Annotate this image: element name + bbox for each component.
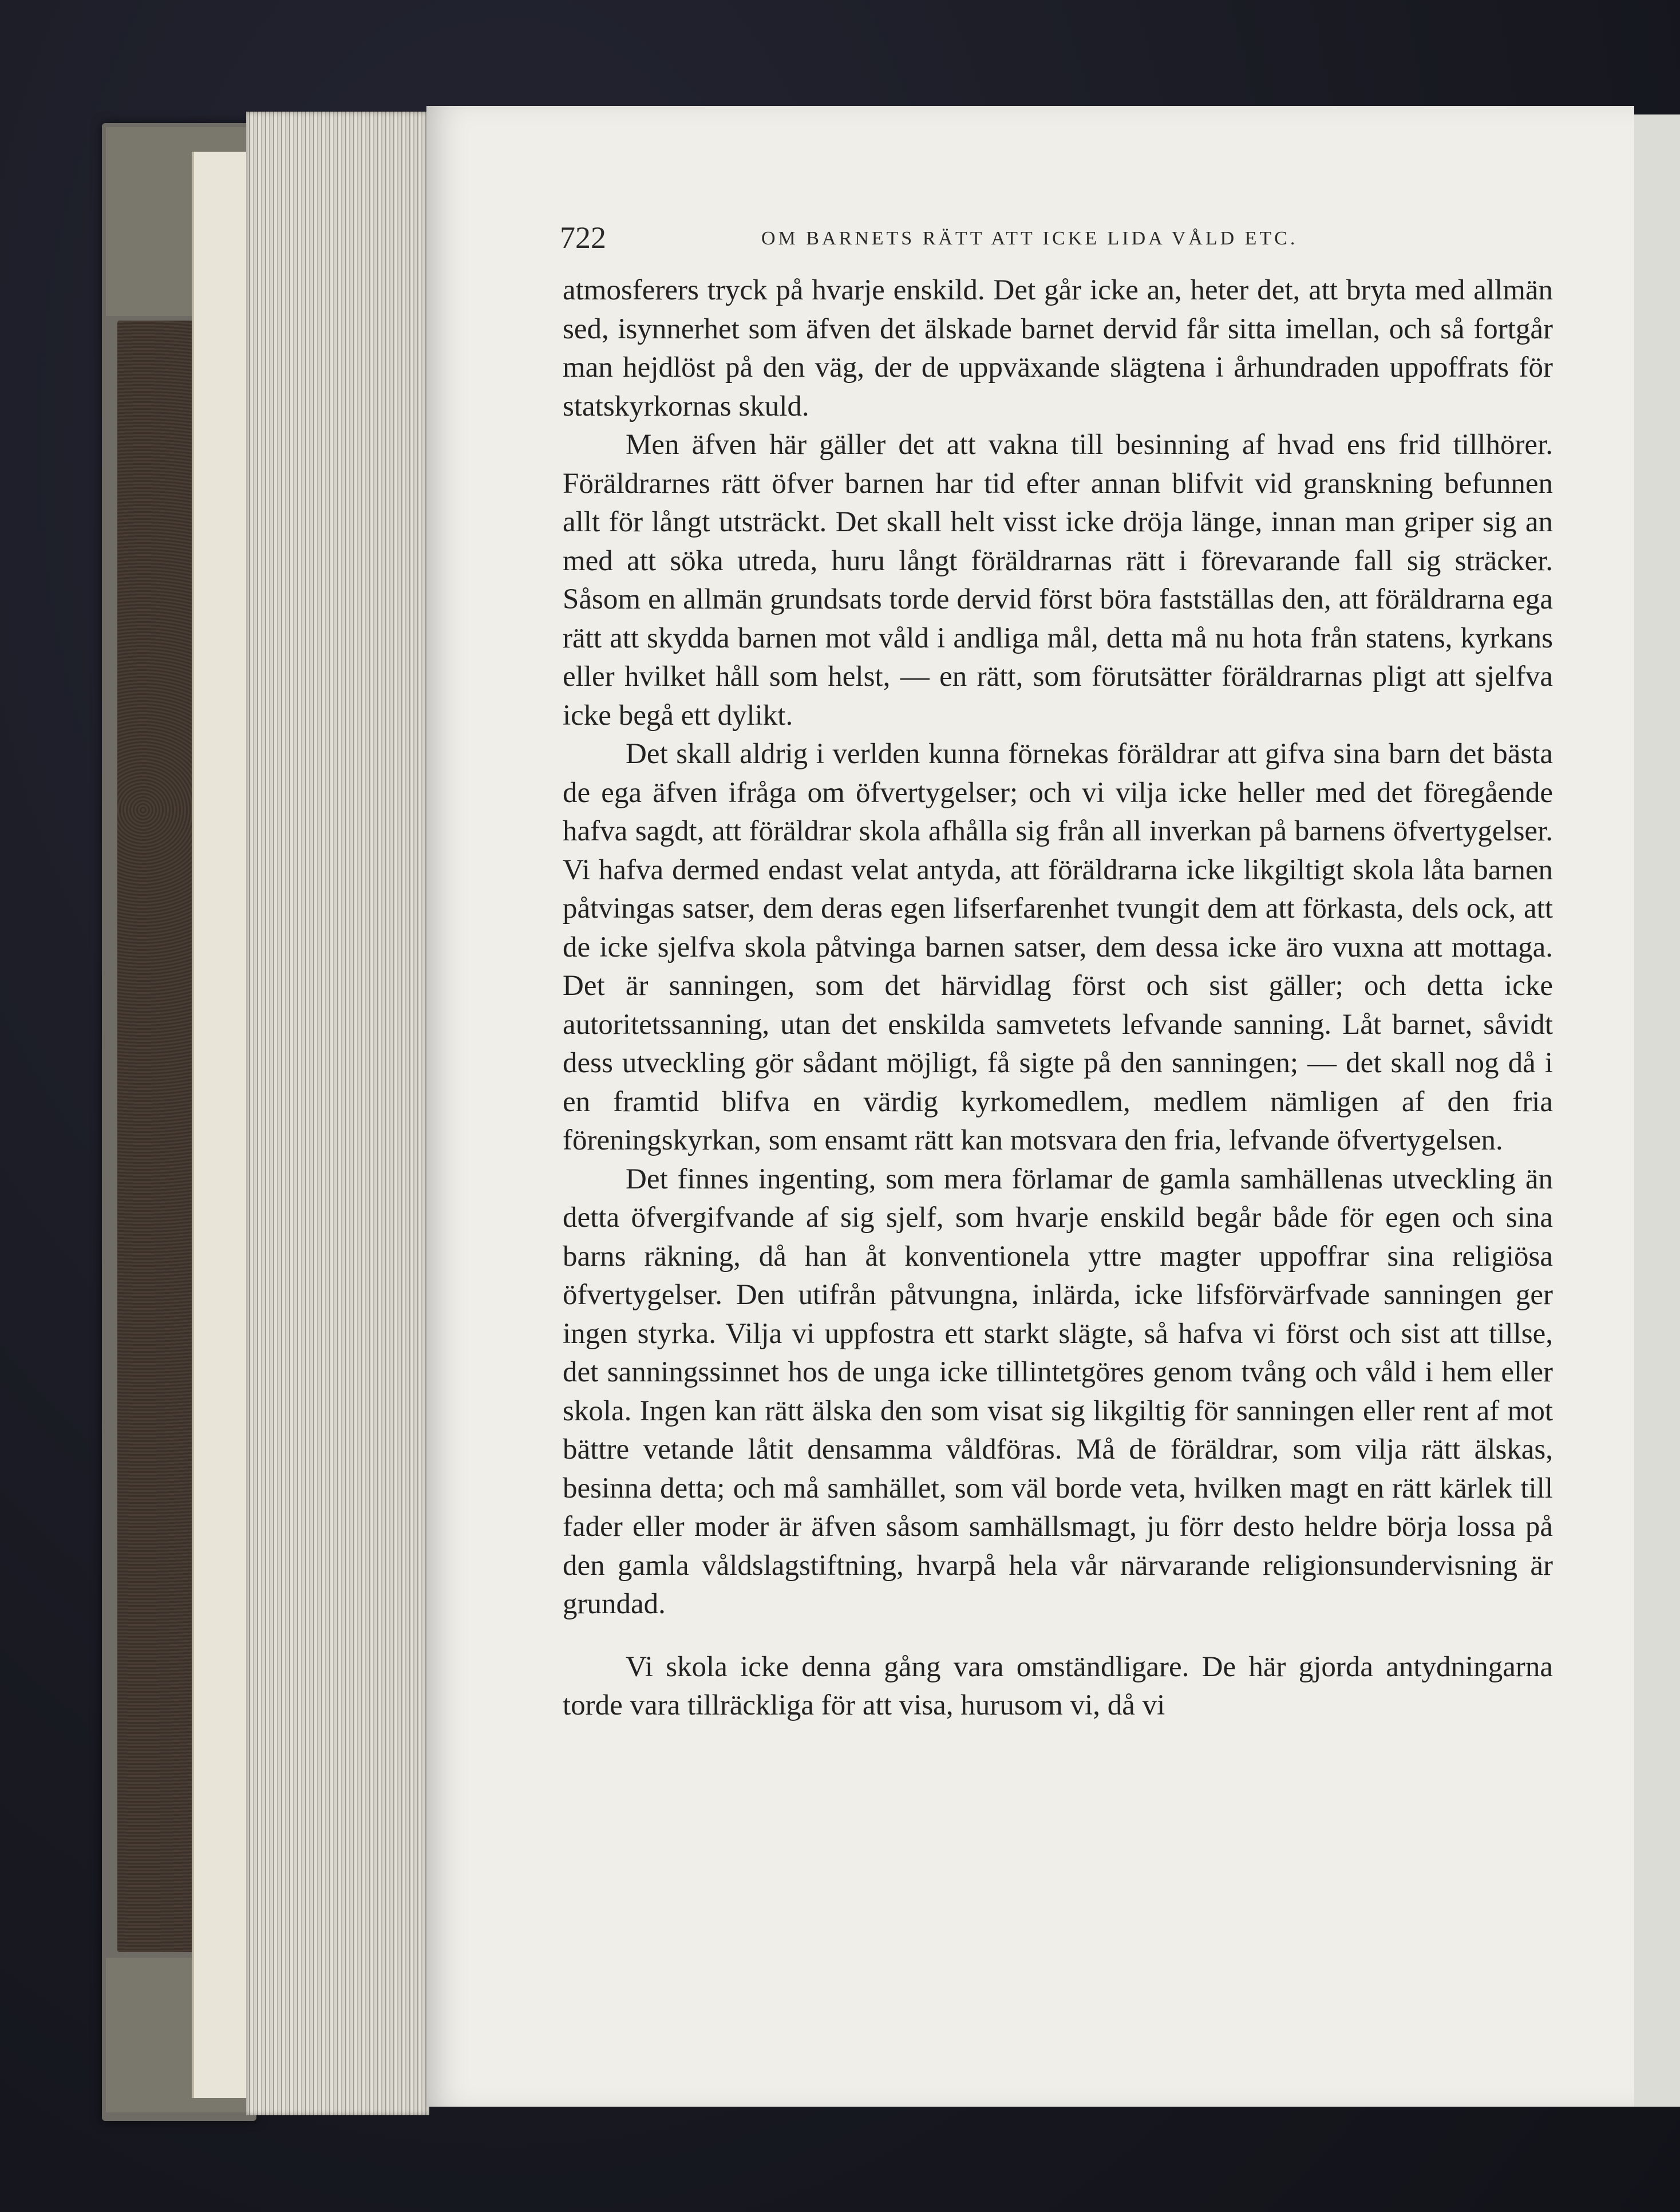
next-page-edge [1630,114,1680,2107]
page-number: 722 [560,220,606,255]
cover-leather-panel [117,321,203,1952]
body-text [563,271,1553,1725]
paragraph-1: atmosferers tryck på hvarje enskild. Det går icke an, heter det, att bryta med allmän sed, isynnerhet som äfven det älskade barnet dervid får sitta imellan, och så fortgår man hejdlöst på den väg, der de uppväxande slägtena i århundraden uppoffrats för statskyrkornas skuld. [563,274,1553,422]
page-stack-edges [246,112,429,2115]
paragraph-3: Det skall aldrig i verlden kunna förnekas föräldrar att gifva sina barn det bästa de ega äfven ifråga om öfvertygelser; och vi vilja icke heller med det föregående hafva sagdt, att föräldrar skola afhålla sig från all inverkan på barnens öfvertygelser. Vi hafva dermed endast velat antyda, att föräldrarna icke likgiltigt skola låta barnen påtvingas satser, dem deras egen lifserfarenhet tvungit dem att förkasta, dels ock, att de icke sjelfva skola påtvinga barnen satser, dem dessa icke äro vuxna att mottaga. Det är sanningen, som det härvidlag först och sist gäller; och detta icke autoritetssanning, utan det enskilda samvetets lefvande sanning. Låt barnet, såvidt dess utveckling gör sådant möjligt, få sigte på den sanningen; — det skall nog då i en framtid blifva en värdig kyrkomedlem, medlem nämligen af den fria föreningskyrkan, som ensamt rätt kan motsvara den fria, lefvande öfvertygelsen. [563,738,1553,1156]
paragraph-4: Det finnes ingenting, som mera förlamar de gamla samhällenas utveckling än detta öfvergifvande af sig sjelf, som hvarje enskild begår både för egen och sina barns räkning, då han åt konventionela yttre magter uppoffrar sina religiösa öfvertygelser. Den utifrån påtvungna, inlärda, icke lifsförvärfvade sanningen ger ingen styrka. Vilja vi uppfostra ett starkt slägte, så hafva vi först och sist att tillse, det sanningssinnet hos de unga icke tillintetgöres genom tvång och våld i hem eller skola. Ingen kan rätt älska den som visat sig likgiltig för sanningen eller rent af mot bättre vetande låtit densamma våldföras. Må de föräldrar, som vilja rätt älskas, besinna detta; och må samhället, som väl borde veta, hvilken magt en rätt kärlek till fader eller moder är äfven såsom samhällsmagt, ju förr desto heldre börja lossa på den gamla våldslagstiftning, hvarpå hela vår närvarande religionsundervisning är grundad. [563,1163,1553,1620]
running-head: OM BARNETS RÄTT ATT ICKE LIDA VÅLD ETC. [761,228,1298,249]
paragraph-2: Men äfven här gäller det att vakna till besinning af hvad ens frid tillhörer. Föräldrarnes rätt öfver barnen har tid efter annan blifvit vid granskning befunnen allt för långt utsträckt. Det skall helt visst icke dröja länge, innan man griper sig an med att söka utreda, huru långt föräldrarnas rätt i förevarande fall sig sträcker. Såsom en allmän grundsats torde dervid först böra fastställas den, att föräldrarna ega rätt att skydda barnen mot våld i andliga mål, detta må nu hota från statens, kyrkans eller hvilket håll som helst, — en rätt, som förutsätter föräldrarnas pligt att sjelfva icke begå ett dylikt. [563,429,1553,732]
paragraph-5: Vi skola icke denna gång vara omständligare. De här gjorda antydningarna torde vara tillräckliga för att visa, hurusom vi, då vi [563,1650,1553,1721]
